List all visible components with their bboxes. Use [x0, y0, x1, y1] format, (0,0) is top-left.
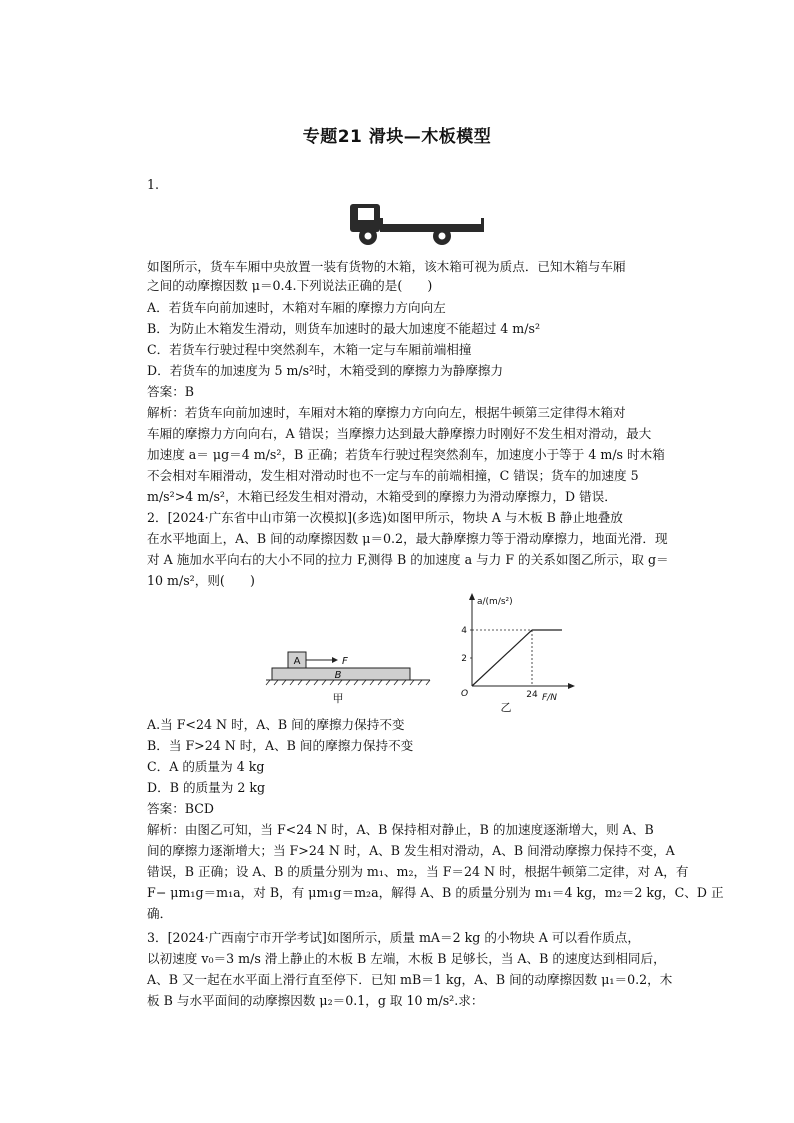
q1-analysis-line: 不会相对车厢滑动，发生相对滑动时也不一定与车的前端相撞，C 错误；货车的加速度 5	[147, 468, 639, 483]
board-b-label: B	[334, 670, 342, 681]
q1-analysis-line: 车厢的摩擦力方向向右，A 错误；当摩擦力达到最大静摩擦力时刚好不发生相对滑动，最大	[147, 426, 652, 441]
q2-analysis-line: 间的摩擦力逐渐增大；当 F>24 N 时，A、B 发生相对滑动，A、B 间滑动摩擦力保持不变，A	[147, 843, 675, 858]
q2-analysis-line: 确．	[147, 906, 173, 921]
origin-label: O	[461, 689, 469, 699]
q2-stem-line: 2．[2024·广东省中山市第一次模拟](多选)如图甲所示，物块 A 与木板 B 静止地叠放	[147, 510, 623, 525]
q2-analysis-line: F− μm₁g＝m₁a，对 B，有 μm₁g＝m₂a，解得 A、B 的质量分别为 m₁＝4 kg，m₂＝2 kg，C、D 正	[147, 885, 724, 900]
x-tick-label: 24	[526, 690, 538, 700]
q2-option-d: D．B 的质量为 2 kg	[147, 780, 266, 795]
q2-analysis-line: 解析：由图乙可知，当 F<24 N 时，A、B 保持相对静止，B 的加速度逐渐增大，则 A、B	[147, 822, 654, 837]
figure-yi-chart	[452, 590, 582, 712]
q1-option-a: A．若货车向前加速时，木箱对车厢的摩擦力方向向左	[147, 300, 446, 315]
figure-yi-caption: 乙	[500, 701, 512, 712]
y-axis-arrow	[469, 593, 475, 600]
x-axis-label: F/N	[542, 693, 557, 703]
chart-marks	[461, 626, 562, 700]
q1-stem-line: 如图所示，货车车厢中央放置一装有货物的木箱，该木箱可视为质点．已知木箱与车厢	[147, 259, 626, 274]
ground-hatch	[266, 680, 430, 685]
q3-stem-line: A、B 又一起在水平面上滑行直至停下．已知 mB＝1 kg，A、B 间的动摩擦因数 μ₁＝0.2，木	[147, 972, 673, 987]
truck-figure	[346, 200, 486, 248]
force-label: F	[342, 656, 348, 667]
q2-answer: 答案：BCD	[147, 801, 215, 816]
q2-stem-line: 10 m/s²，则( )	[147, 573, 255, 588]
q2-analysis-line: 错误，B 正确；设 A、B 的质量分别为 m₁、m₂，当 F＝24 N 时，根据牛顿第二定律，对 A，有	[147, 864, 689, 879]
series-line-segment	[472, 630, 532, 686]
block-a-label: A	[293, 656, 301, 667]
q2-option-b: B．当 F>24 N 时，A、B 间的摩擦力保持不变	[147, 738, 414, 753]
truck-bed	[380, 224, 484, 232]
q2-stem-line: 在水平地面上，A、B 间的动摩擦因数 μ＝0.2，最大静摩擦力等于滑动摩擦力，地面光滑．现	[147, 531, 668, 546]
y-tick-label: 4	[461, 626, 467, 636]
y-axis-label: a/(m/s²)	[477, 597, 513, 607]
figure-jia	[264, 646, 434, 708]
q3-stem-line: 板 B 与水平面间的动摩擦因数 μ₂＝0.1，g 取 10 m/s².求：	[147, 993, 484, 1008]
q1-analysis-line: 解析：若货车向前加速时，车厢对木箱的摩擦力方向向左，根据牛顿第三定律得木箱对	[147, 405, 626, 420]
q1-answer: 答案：B	[147, 384, 195, 399]
q3-stem-line: 以初速度 v₀＝3 m/s 滑上静止的木板 B 左端，木板 B 足够长，当 A、B 的速度达到相同后，	[147, 951, 666, 966]
x-axis-arrow	[568, 683, 575, 689]
q1-number: 1.	[147, 177, 160, 192]
q1-option-c: C．若货车行驶过程中突然刹车，木箱一定与车厢前端相撞	[147, 342, 472, 357]
q2-stem-line: 对 A 施加水平向右的大小不同的拉力 F,测得 B 的加速度 a 与力 F 的关系如图乙所示，取 g＝	[147, 552, 669, 567]
q1-option-b: B．为防止木箱发生滑动，则货车加速时的最大加速度不能超过 4 m/s²	[147, 321, 541, 336]
y-tick-label: 2	[461, 654, 467, 664]
q1-analysis-line: m/s²>4 m/s²，木箱已经发生相对滑动，木箱受到的摩擦力为滑动摩擦力，D 错误．	[147, 489, 617, 504]
q1-stem-line: 之间的动摩擦因数 μ＝0.4.下列说法正确的是( )	[147, 278, 433, 293]
page-title: 专题21 滑块—木板模型	[302, 127, 492, 147]
q3-stem-line: 3．[2024·广西南宁市开学考试]如图所示，质量 mA＝2 kg 的小物块 A 可以看作质点，	[147, 930, 640, 945]
truck-window	[358, 208, 374, 220]
q2-option-a: A.当 F<24 N 时，A、B 间的摩擦力保持不变	[147, 717, 405, 732]
figure-jia-caption: 甲	[332, 692, 344, 705]
q1-option-d: D．若货车的加速度为 5 m/s²时，木箱受到的摩擦力为静摩擦力	[147, 363, 504, 378]
q1-analysis-line: 加速度 a＝ μg＝4 m/s²，B 正确；若货车行驶过程突然刹车，加速度小于等于 4 m/s 时木箱	[147, 447, 665, 462]
q2-option-c: C．A 的质量为 4 kg	[147, 759, 265, 774]
